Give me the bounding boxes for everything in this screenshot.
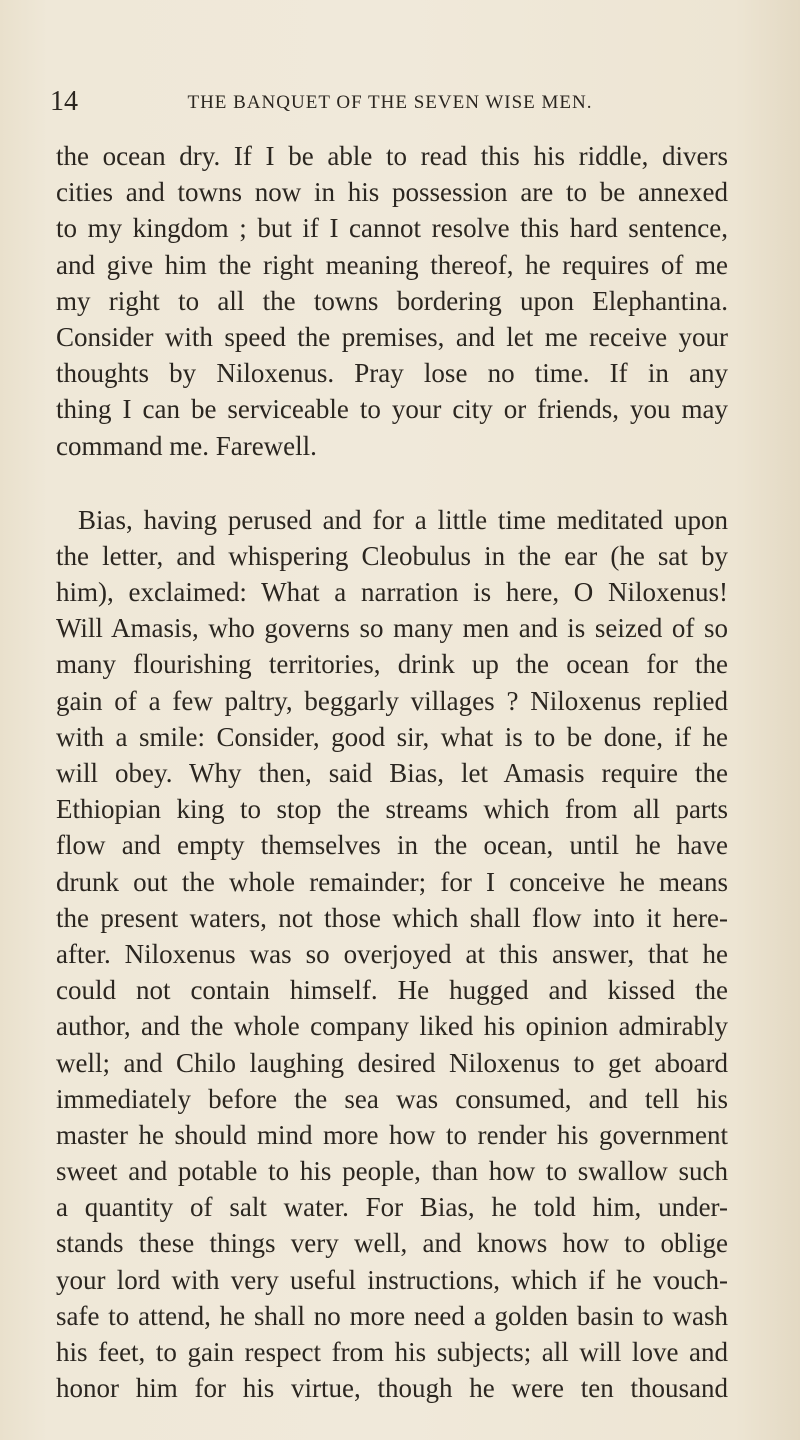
text-line: Consider with speed the premises, and let me receive your <box>56 321 728 352</box>
body-text <box>56 138 728 1406</box>
text-line: honor him for his virtue, though he were ten thousand <box>56 1373 728 1404</box>
page-number: 14 <box>50 86 78 117</box>
text-line: will obey. Why then, said Bias, let Amasis require the <box>56 758 728 788</box>
text-line: gain of a few paltry, beggarly villages ? Niloxenus replied <box>56 685 728 716</box>
text-line: Ethiopian king to stop the streams which from all parts <box>56 794 728 825</box>
text-line: cities and towns now in his possession are to be annexed <box>56 177 728 208</box>
text-line: a quantity of salt water. For Bias, he told him, under- <box>56 1192 728 1223</box>
text-line: Will Amasis, who governs so many men and is seized of so <box>56 613 728 644</box>
paragraph-bias-reply <box>56 502 728 1407</box>
text-line: safe to attend, he shall no more need a golden basin to wash <box>56 1300 728 1331</box>
text-line: the present waters, not those which shall flow into it here- <box>56 902 728 933</box>
text-line: flow and empty themselves in the ocean, until he have <box>56 830 728 861</box>
text-line: and give him the right meaning thereof, he requires of me <box>56 249 728 280</box>
text-line: many flourishing territories, drink up the ocean for the <box>56 649 728 680</box>
text-line: well; and Chilo laughing desired Niloxenus to get aboard <box>56 1047 728 1078</box>
text-line: the letter, and whispering Cleobulus in the ear (he sat by <box>56 540 728 571</box>
running-head <box>50 84 730 120</box>
text-line: command me. Farewell. <box>56 430 317 461</box>
text-line: the ocean dry. If I be able to read this his riddle, divers <box>56 141 728 171</box>
text-line: drunk out the whole remainder; for I conceive he means <box>56 866 728 897</box>
text-line: thoughts by Niloxenus. Pray lose no time. If in any <box>56 358 728 389</box>
text-line: after. Niloxenus was so overjoyed at this answer, that he <box>56 938 728 969</box>
text-line: thing I can be serviceable to your city or friends, you may <box>56 394 728 425</box>
text-line: my right to all the towns bordering upon Elephantina. <box>56 285 728 316</box>
text-line: with a smile: Consider, good sir, what is to be done, if he <box>56 721 728 752</box>
text-line: could not contain himself. He hugged and kissed the <box>56 975 728 1006</box>
running-title: THE BANQUET OF THE SEVEN WISE MEN. <box>187 92 593 113</box>
text-line: Bias, having perused and for a little time meditated upon <box>78 504 728 535</box>
text-line: immediately before the sea was consumed, and tell his <box>56 1083 728 1114</box>
text-line: him), exclaimed: What a narration is here, O Niloxenus! <box>56 577 728 608</box>
text-line: your lord with very useful instructions, which if he vouch- <box>56 1264 728 1295</box>
paragraph-letter-end <box>56 138 728 464</box>
text-line: master he should mind more how to render his government <box>56 1119 728 1150</box>
text-line: to my kingdom ; but if I cannot resolve this hard sentence, <box>56 213 728 244</box>
paragraph-gap <box>56 464 728 502</box>
text-line: stands these things very well, and knows how to oblige <box>56 1228 728 1259</box>
text-line: his feet, to gain respect from his subjects; all will love and <box>56 1337 728 1367</box>
text-line: sweet and potable to his people, than how to swallow such <box>56 1156 728 1187</box>
text-line: author, and the whole company liked his opinion admirably <box>56 1011 728 1042</box>
